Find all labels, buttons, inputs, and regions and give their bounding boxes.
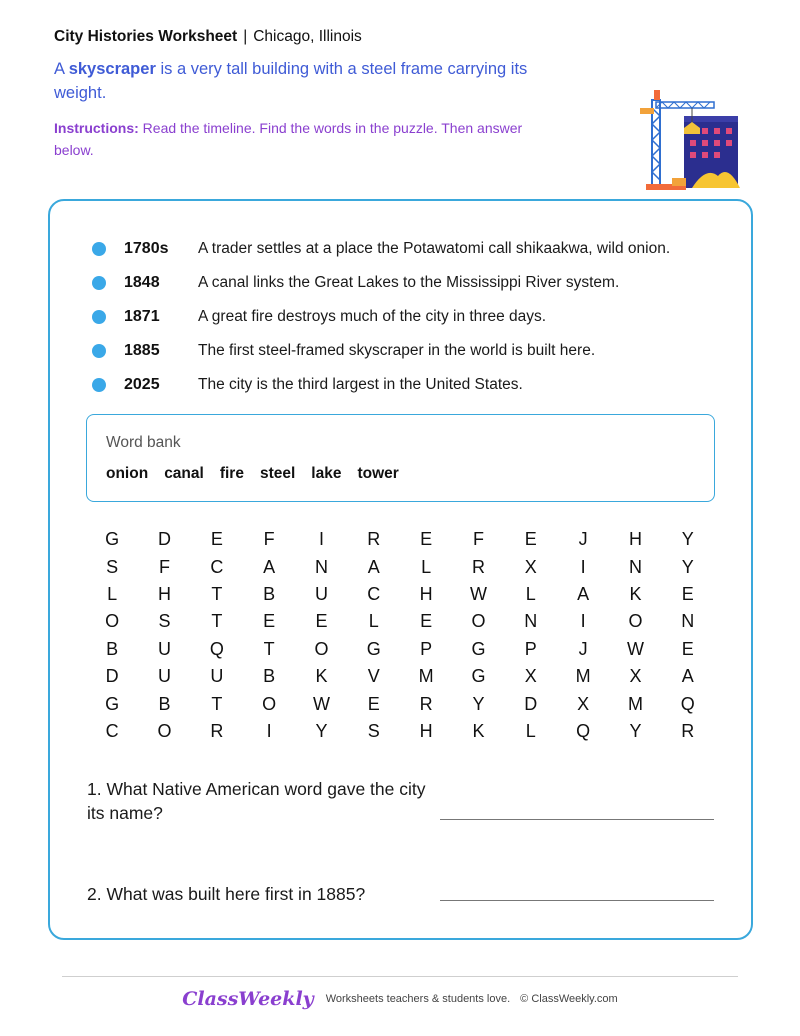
puzzle-letter[interactable]: E	[420, 611, 433, 632]
puzzle-letter[interactable]: U	[210, 666, 224, 687]
word-bank-word: lake	[311, 465, 342, 482]
definition-prefix: A	[54, 60, 65, 78]
puzzle-letter[interactable]: K	[472, 720, 485, 741]
puzzle-letter[interactable]: R	[367, 529, 381, 550]
puzzle-letter[interactable]: L	[421, 556, 432, 577]
puzzle-letter[interactable]: J	[578, 529, 588, 550]
puzzle-letter[interactable]: T	[263, 638, 275, 659]
title-separator: |	[243, 28, 248, 45]
puzzle-letter[interactable]: A	[263, 556, 276, 577]
puzzle-letter[interactable]: J	[578, 638, 588, 659]
timeline-event: A trader settles at a place the Potawatomi call shikaakwa, wild onion.	[198, 240, 671, 257]
puzzle-letter[interactable]: O	[105, 611, 120, 632]
instructions-text: Read the timeline. Find the words in the puzzle. Then answer below.	[54, 120, 523, 158]
puzzle-letter[interactable]: R	[681, 720, 695, 741]
puzzle-letter[interactable]: L	[368, 611, 379, 632]
word-bank-word: canal	[164, 465, 204, 482]
question-2: 2. What was built here first in 1885?	[87, 884, 366, 904]
puzzle-letter[interactable]: E	[524, 529, 537, 550]
timeline-item	[90, 232, 730, 266]
word-bank-title: Word bank	[106, 434, 181, 451]
puzzle-letter[interactable]: G	[471, 666, 486, 687]
puzzle-letter[interactable]: N	[524, 611, 538, 632]
puzzle-letter[interactable]: X	[577, 693, 590, 714]
puzzle-letter[interactable]: N	[681, 611, 695, 632]
instructions-label: Instructions:	[54, 120, 139, 136]
title-line	[54, 27, 614, 47]
skyscraper-definition	[54, 57, 554, 105]
puzzle-letter[interactable]: K	[629, 583, 642, 604]
puzzle-letter[interactable]: H	[157, 583, 171, 604]
puzzle-row	[86, 718, 714, 745]
construction-crane-city-icon	[632, 86, 744, 192]
puzzle-letter[interactable]: H	[628, 529, 642, 550]
puzzle-letter[interactable]: Y	[472, 693, 485, 714]
footer	[0, 988, 800, 1010]
puzzle-letter[interactable]: D	[105, 666, 119, 687]
puzzle-letter[interactable]: Y	[629, 720, 642, 741]
puzzle-letter[interactable]: E	[367, 693, 380, 714]
puzzle-row	[86, 636, 714, 663]
bullet-dot-icon	[92, 378, 106, 392]
puzzle-letter[interactable]: Y	[315, 720, 328, 741]
worksheet-header	[54, 27, 614, 161]
puzzle-letter[interactable]: Q	[680, 693, 695, 714]
timeline-item	[90, 266, 730, 300]
timeline-year: 1848	[124, 274, 160, 291]
puzzle-letter[interactable]: H	[419, 583, 433, 604]
puzzle-letter[interactable]: K	[315, 666, 328, 687]
puzzle-letter[interactable]: G	[366, 638, 381, 659]
puzzle-letter[interactable]: I	[266, 720, 272, 741]
timeline-item	[90, 334, 730, 368]
answer-line-1[interactable]	[440, 819, 714, 820]
puzzle-letter[interactable]: B	[263, 666, 276, 687]
puzzle-letter[interactable]: Q	[209, 638, 224, 659]
bullet-dot-icon	[92, 310, 106, 324]
puzzle-letter[interactable]: I	[580, 611, 586, 632]
puzzle-letter[interactable]: X	[524, 666, 537, 687]
puzzle-letter[interactable]: W	[312, 693, 330, 714]
puzzle-letter[interactable]: O	[628, 611, 643, 632]
puzzle-row	[86, 608, 714, 635]
timeline-year: 1780s	[124, 240, 169, 257]
answer-line-2[interactable]	[440, 900, 714, 901]
puzzle-letter[interactable]: E	[681, 583, 694, 604]
puzzle-letter[interactable]: T	[211, 693, 223, 714]
puzzle-letter[interactable]: O	[262, 693, 277, 714]
question-1: 1. What Native American word gave the city its name?	[87, 779, 426, 823]
puzzle-letter[interactable]: U	[157, 666, 171, 687]
timeline-item	[90, 300, 730, 334]
puzzle-letter[interactable]: A	[577, 583, 590, 604]
puzzle-letter[interactable]: Y	[681, 529, 694, 550]
timeline-event: A canal links the Great Lakes to the Mississippi River system.	[198, 274, 620, 291]
puzzle-letter[interactable]: S	[367, 720, 380, 741]
definition-term: skyscraper	[68, 60, 156, 78]
puzzle-letter[interactable]: N	[314, 556, 328, 577]
puzzle-letter[interactable]: O	[157, 720, 172, 741]
timeline-year: 1871	[124, 308, 160, 325]
puzzle-letter[interactable]: Q	[576, 720, 591, 741]
puzzle-letter[interactable]: U	[314, 583, 328, 604]
puzzle-letter[interactable]: G	[105, 529, 120, 550]
word-bank-list	[106, 465, 415, 483]
puzzle-letter[interactable]: W	[626, 638, 644, 659]
puzzle-letter[interactable]: D	[157, 529, 171, 550]
puzzle-letter[interactable]: T	[211, 583, 223, 604]
puzzle-letter[interactable]: Y	[681, 556, 694, 577]
puzzle-letter[interactable]: M	[418, 666, 434, 687]
puzzle-letter[interactable]: L	[525, 720, 536, 741]
puzzle-letter[interactable]: L	[107, 583, 118, 604]
timeline-item	[90, 368, 730, 402]
footer-divider	[62, 976, 738, 977]
word-search-grid	[86, 526, 714, 745]
word-bank-word: steel	[259, 465, 296, 482]
timeline-event: A great fire destroys much of the city in three days.	[198, 308, 547, 325]
puzzle-letter[interactable]: I	[318, 529, 324, 550]
puzzle-letter[interactable]: D	[524, 693, 538, 714]
instructions	[54, 117, 564, 161]
puzzle-letter[interactable]: F	[472, 529, 484, 550]
location-label: Chicago, Illinois	[253, 28, 362, 45]
puzzle-letter[interactable]: W	[469, 583, 487, 604]
puzzle-letter[interactable]: E	[210, 529, 223, 550]
puzzle-letter[interactable]: M	[575, 666, 591, 687]
puzzle-letter[interactable]: I	[580, 556, 586, 577]
puzzle-letter[interactable]: F	[263, 529, 275, 550]
timeline-year: 2025	[124, 376, 160, 393]
timeline-event: The city is the third largest in the United States.	[198, 376, 523, 393]
bullet-dot-icon	[92, 242, 106, 256]
puzzle-letter[interactable]: P	[524, 638, 537, 659]
puzzle-row	[86, 581, 714, 608]
puzzle-letter[interactable]: S	[106, 556, 119, 577]
puzzle-letter[interactable]: P	[420, 638, 433, 659]
puzzle-letter[interactable]: V	[367, 666, 380, 687]
word-bank-word: fire	[219, 465, 244, 482]
puzzle-letter[interactable]: G	[471, 638, 486, 659]
word-bank-word: onion	[106, 465, 149, 482]
puzzle-letter[interactable]: B	[106, 638, 119, 659]
footer-copyright: © ClassWeekly.com	[520, 993, 618, 1005]
puzzle-letter[interactable]: X	[524, 556, 537, 577]
puzzle-letter[interactable]: C	[367, 583, 381, 604]
definition-text: is a very tall building with a steel frame carrying its weight.	[54, 60, 528, 102]
puzzle-row	[86, 553, 714, 580]
puzzle-letter[interactable]: T	[211, 611, 223, 632]
puzzle-letter[interactable]: H	[419, 720, 433, 741]
puzzle-row	[86, 663, 714, 690]
word-bank	[86, 414, 715, 502]
puzzle-letter[interactable]: E	[263, 611, 276, 632]
puzzle-letter[interactable]: G	[105, 693, 120, 714]
bullet-dot-icon	[92, 276, 106, 290]
puzzle-letter[interactable]: R	[419, 693, 433, 714]
puzzle-letter[interactable]: O	[314, 638, 329, 659]
brand-logo[interactable]: ClassWeekly	[182, 988, 314, 1010]
puzzle-letter[interactable]: B	[263, 583, 276, 604]
puzzle-row	[86, 690, 714, 717]
word-bank-word: tower	[357, 465, 399, 482]
puzzle-letter[interactable]: B	[158, 693, 171, 714]
puzzle-letter[interactable]: C	[105, 720, 119, 741]
puzzle-letter[interactable]: L	[525, 583, 536, 604]
puzzle-row	[86, 526, 714, 553]
puzzle-letter[interactable]: O	[471, 611, 486, 632]
bullet-dot-icon	[92, 344, 106, 358]
puzzle-letter[interactable]: A	[681, 666, 694, 687]
puzzle-letter[interactable]: C	[210, 556, 224, 577]
puzzle-letter[interactable]: M	[627, 693, 643, 714]
puzzle-letter[interactable]: E	[315, 611, 328, 632]
footer-tagline: Worksheets teachers & students love.	[325, 993, 511, 1005]
puzzle-letter[interactable]: E	[681, 638, 694, 659]
worksheet-title: City Histories Worksheet	[54, 28, 238, 45]
puzzle-letter[interactable]: X	[629, 666, 642, 687]
timeline-event: The first steel-framed skyscraper in the world is built here.	[198, 342, 596, 359]
puzzle-letter[interactable]: F	[158, 556, 170, 577]
puzzle-letter[interactable]: S	[158, 611, 171, 632]
timeline-year: 1885	[124, 342, 160, 359]
timeline	[90, 232, 730, 402]
puzzle-letter[interactable]: A	[367, 556, 380, 577]
puzzle-letter[interactable]: R	[471, 556, 485, 577]
puzzle-letter[interactable]: U	[157, 638, 171, 659]
puzzle-letter[interactable]: R	[210, 720, 224, 741]
puzzle-letter[interactable]: E	[420, 529, 433, 550]
puzzle-letter[interactable]: N	[628, 556, 642, 577]
